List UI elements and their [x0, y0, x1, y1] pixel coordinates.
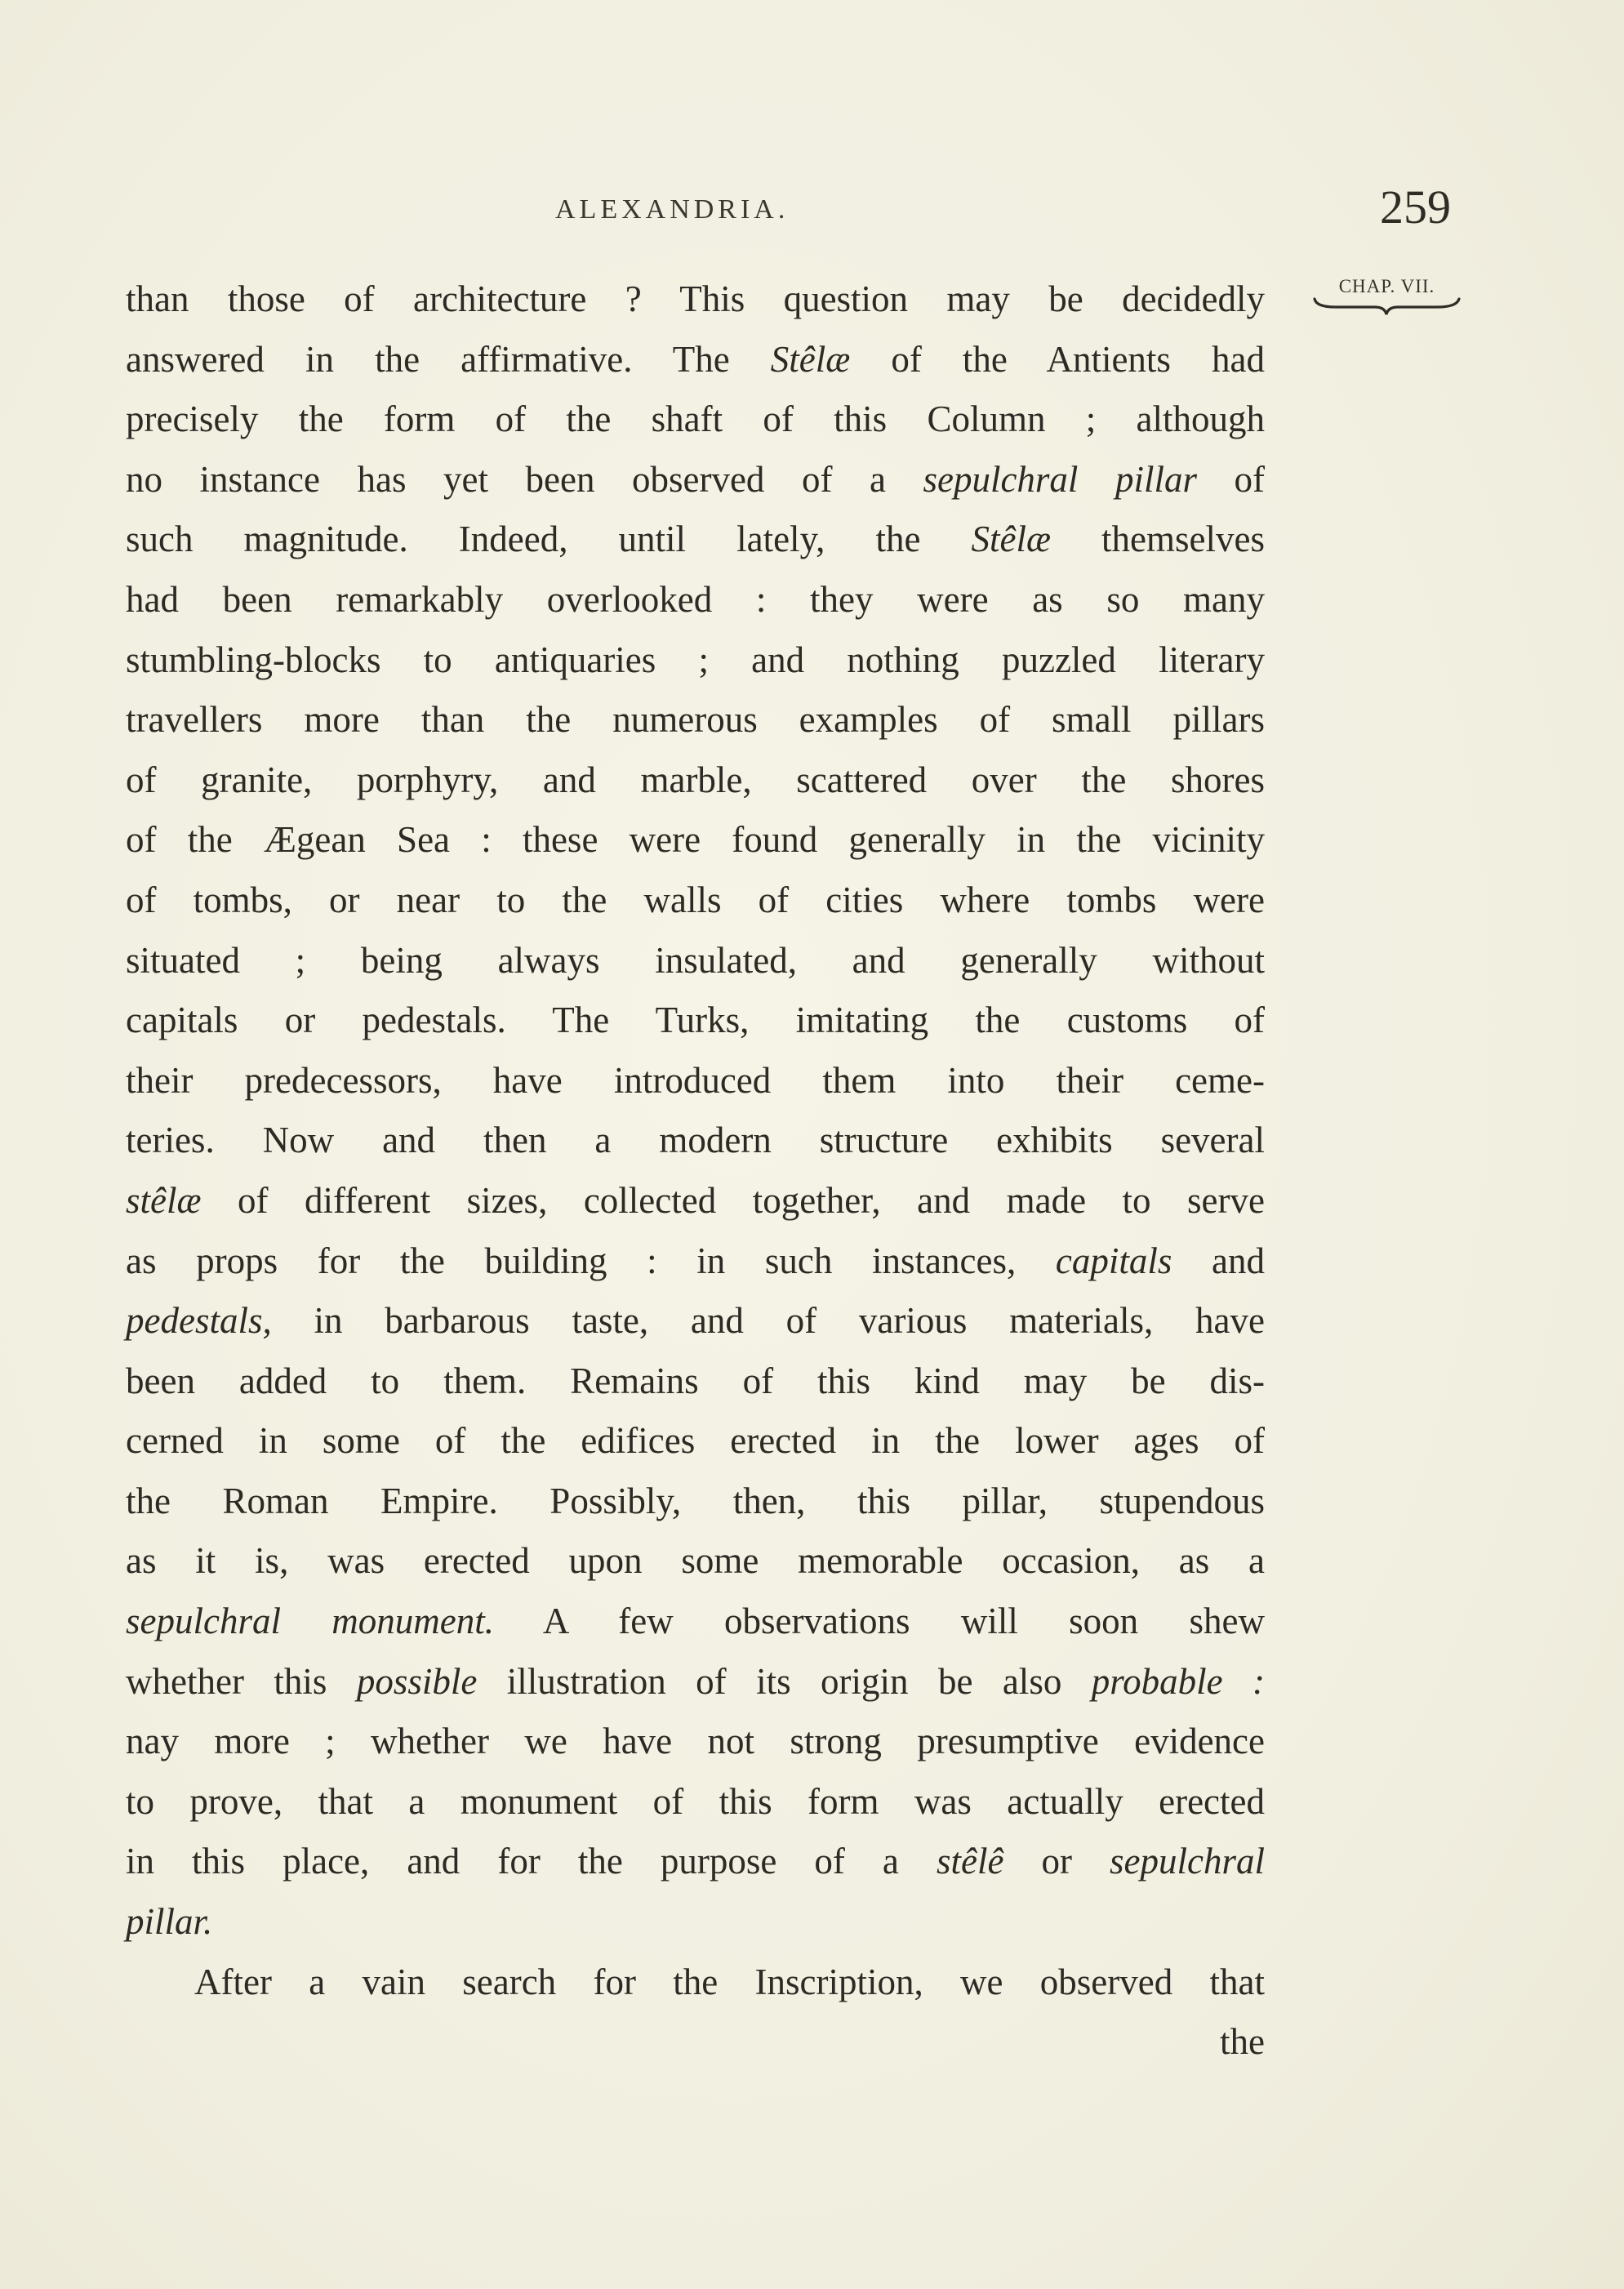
- chapter-label: CHAP. VII.: [1338, 276, 1435, 296]
- text-run: no instance has yet been observed of a: [126, 458, 923, 500]
- body-text: [126, 269, 1265, 2073]
- text-run: capitals or pedestals. The Turks, imitating the customs of: [126, 1000, 1265, 1041]
- italic-run: stêlê: [936, 1841, 1004, 1882]
- text-run: illustration of its origin be also: [477, 1660, 1092, 1702]
- text-line: [126, 1592, 1265, 1652]
- text-run: of different sizes, collected together, and made to serve: [201, 1179, 1265, 1221]
- text-run: travellers more than the numerous examples of small pillars: [126, 699, 1265, 741]
- italic-run: sepulchral: [1110, 1841, 1265, 1882]
- text-line: [126, 330, 1265, 390]
- text-run: precisely the form of the shaft of this Column ; although: [126, 399, 1265, 440]
- text-run: stumbling-blocks to antiquaries ; and nothing puzzled literary: [126, 639, 1265, 680]
- text-run: than those of architecture ? This question may be decidedly: [126, 278, 1265, 319]
- text-run: A few observations will soon shew: [494, 1601, 1265, 1642]
- text-line: [126, 931, 1265, 991]
- text-run: themselves: [1050, 519, 1265, 560]
- italic-run: Stêlæ: [971, 519, 1051, 560]
- brace-icon: [1311, 296, 1462, 317]
- text-line: [126, 991, 1265, 1051]
- text-run: whether this: [126, 1660, 357, 1702]
- text-line: [126, 630, 1265, 691]
- text-line: [126, 1171, 1265, 1231]
- text-line: [126, 1531, 1265, 1592]
- text-run: of the Ægean Sea : these were found generally in the vicinity: [126, 819, 1265, 861]
- text-run: the: [1220, 2021, 1265, 2063]
- italic-run: sepulchral pillar: [923, 458, 1197, 500]
- text-line: [126, 450, 1265, 510]
- text-line: [126, 269, 1265, 330]
- italic-run: stêlæ: [126, 1179, 202, 1221]
- text-line: [126, 1231, 1265, 1292]
- text-line: [126, 1472, 1265, 1532]
- text-run: in barbarous taste, and of various materials, have: [271, 1300, 1265, 1342]
- text-line: [126, 390, 1265, 450]
- text-line: [126, 690, 1265, 750]
- text-run: or: [1003, 1841, 1110, 1882]
- italic-run: sepulchral monument.: [126, 1601, 495, 1642]
- text-run: in this place, and for the purpose of a: [126, 1841, 937, 1882]
- text-run: been added to them. Remains of this kind may be dis-: [126, 1360, 1265, 1401]
- italic-run: possible: [356, 1660, 478, 1702]
- text-line: [126, 1291, 1265, 1352]
- text-line: [126, 1832, 1265, 1892]
- italic-run: probable :: [1091, 1660, 1265, 1702]
- italic-run: capitals: [1055, 1240, 1172, 1281]
- text-run: cerned in some of the edifices erected in the lower ages of: [126, 1420, 1265, 1462]
- italic-run: pillar.: [126, 1901, 213, 1943]
- text-run: nay more ; whether we have not strong presumptive evidence: [126, 1721, 1265, 1762]
- text-line: [126, 871, 1265, 931]
- text-run: to prove, that a monument of this form was actually erected: [126, 1780, 1265, 1822]
- text-line: [126, 1111, 1265, 1171]
- text-run: teries. Now and then a modern structure exhibits several: [126, 1120, 1265, 1161]
- text-run: answered in the affirmative. The: [126, 338, 771, 380]
- text-line: [126, 750, 1265, 811]
- text-line: [126, 1712, 1265, 1772]
- text-run: After a vain search for the Inscription, we observed that: [194, 1961, 1265, 2002]
- text-line: [126, 1352, 1265, 1412]
- italic-run: pedestals,: [126, 1300, 272, 1342]
- catchword: [126, 2012, 1265, 2073]
- text-line: [126, 1411, 1265, 1472]
- text-line: [126, 1953, 1265, 2013]
- text-line: [126, 510, 1265, 570]
- text-line: [126, 1652, 1265, 1712]
- text-run: had been remarkably overlooked : they were as so many: [126, 578, 1265, 620]
- text-line: [126, 810, 1265, 871]
- text-run: as it is, was erected upon some memorable occasion, as a: [126, 1540, 1265, 1582]
- text-line: [126, 1772, 1265, 1833]
- text-run: situated ; being always insulated, and generally without: [126, 939, 1265, 981]
- text-run: of granite, porphyry, and marble, scattered over the shores: [126, 759, 1265, 800]
- italic-run: Stêlæ: [770, 338, 851, 380]
- text-run: of the Antients had: [850, 338, 1265, 380]
- text-line: [126, 1892, 1265, 1953]
- chapter-margin-note: [1311, 276, 1462, 317]
- text-run: the Roman Empire. Possibly, then, this pillar, stupendous: [126, 1480, 1265, 1521]
- text-run: of tombs, or near to the walls of cities where tombs were: [126, 879, 1265, 920]
- text-line: [126, 1051, 1265, 1111]
- page-number: 259: [1380, 180, 1451, 234]
- running-title: ALEXANDRIA.: [555, 194, 790, 225]
- text-line: [126, 570, 1265, 630]
- text-run: and: [1172, 1240, 1265, 1281]
- text-run: such magnitude. Indeed, until lately, the: [126, 519, 972, 560]
- text-run: their predecessors, have introduced them into their ceme-: [126, 1059, 1265, 1101]
- text-run: as props for the building : in such instances,: [126, 1240, 1056, 1281]
- text-run: of: [1196, 458, 1265, 500]
